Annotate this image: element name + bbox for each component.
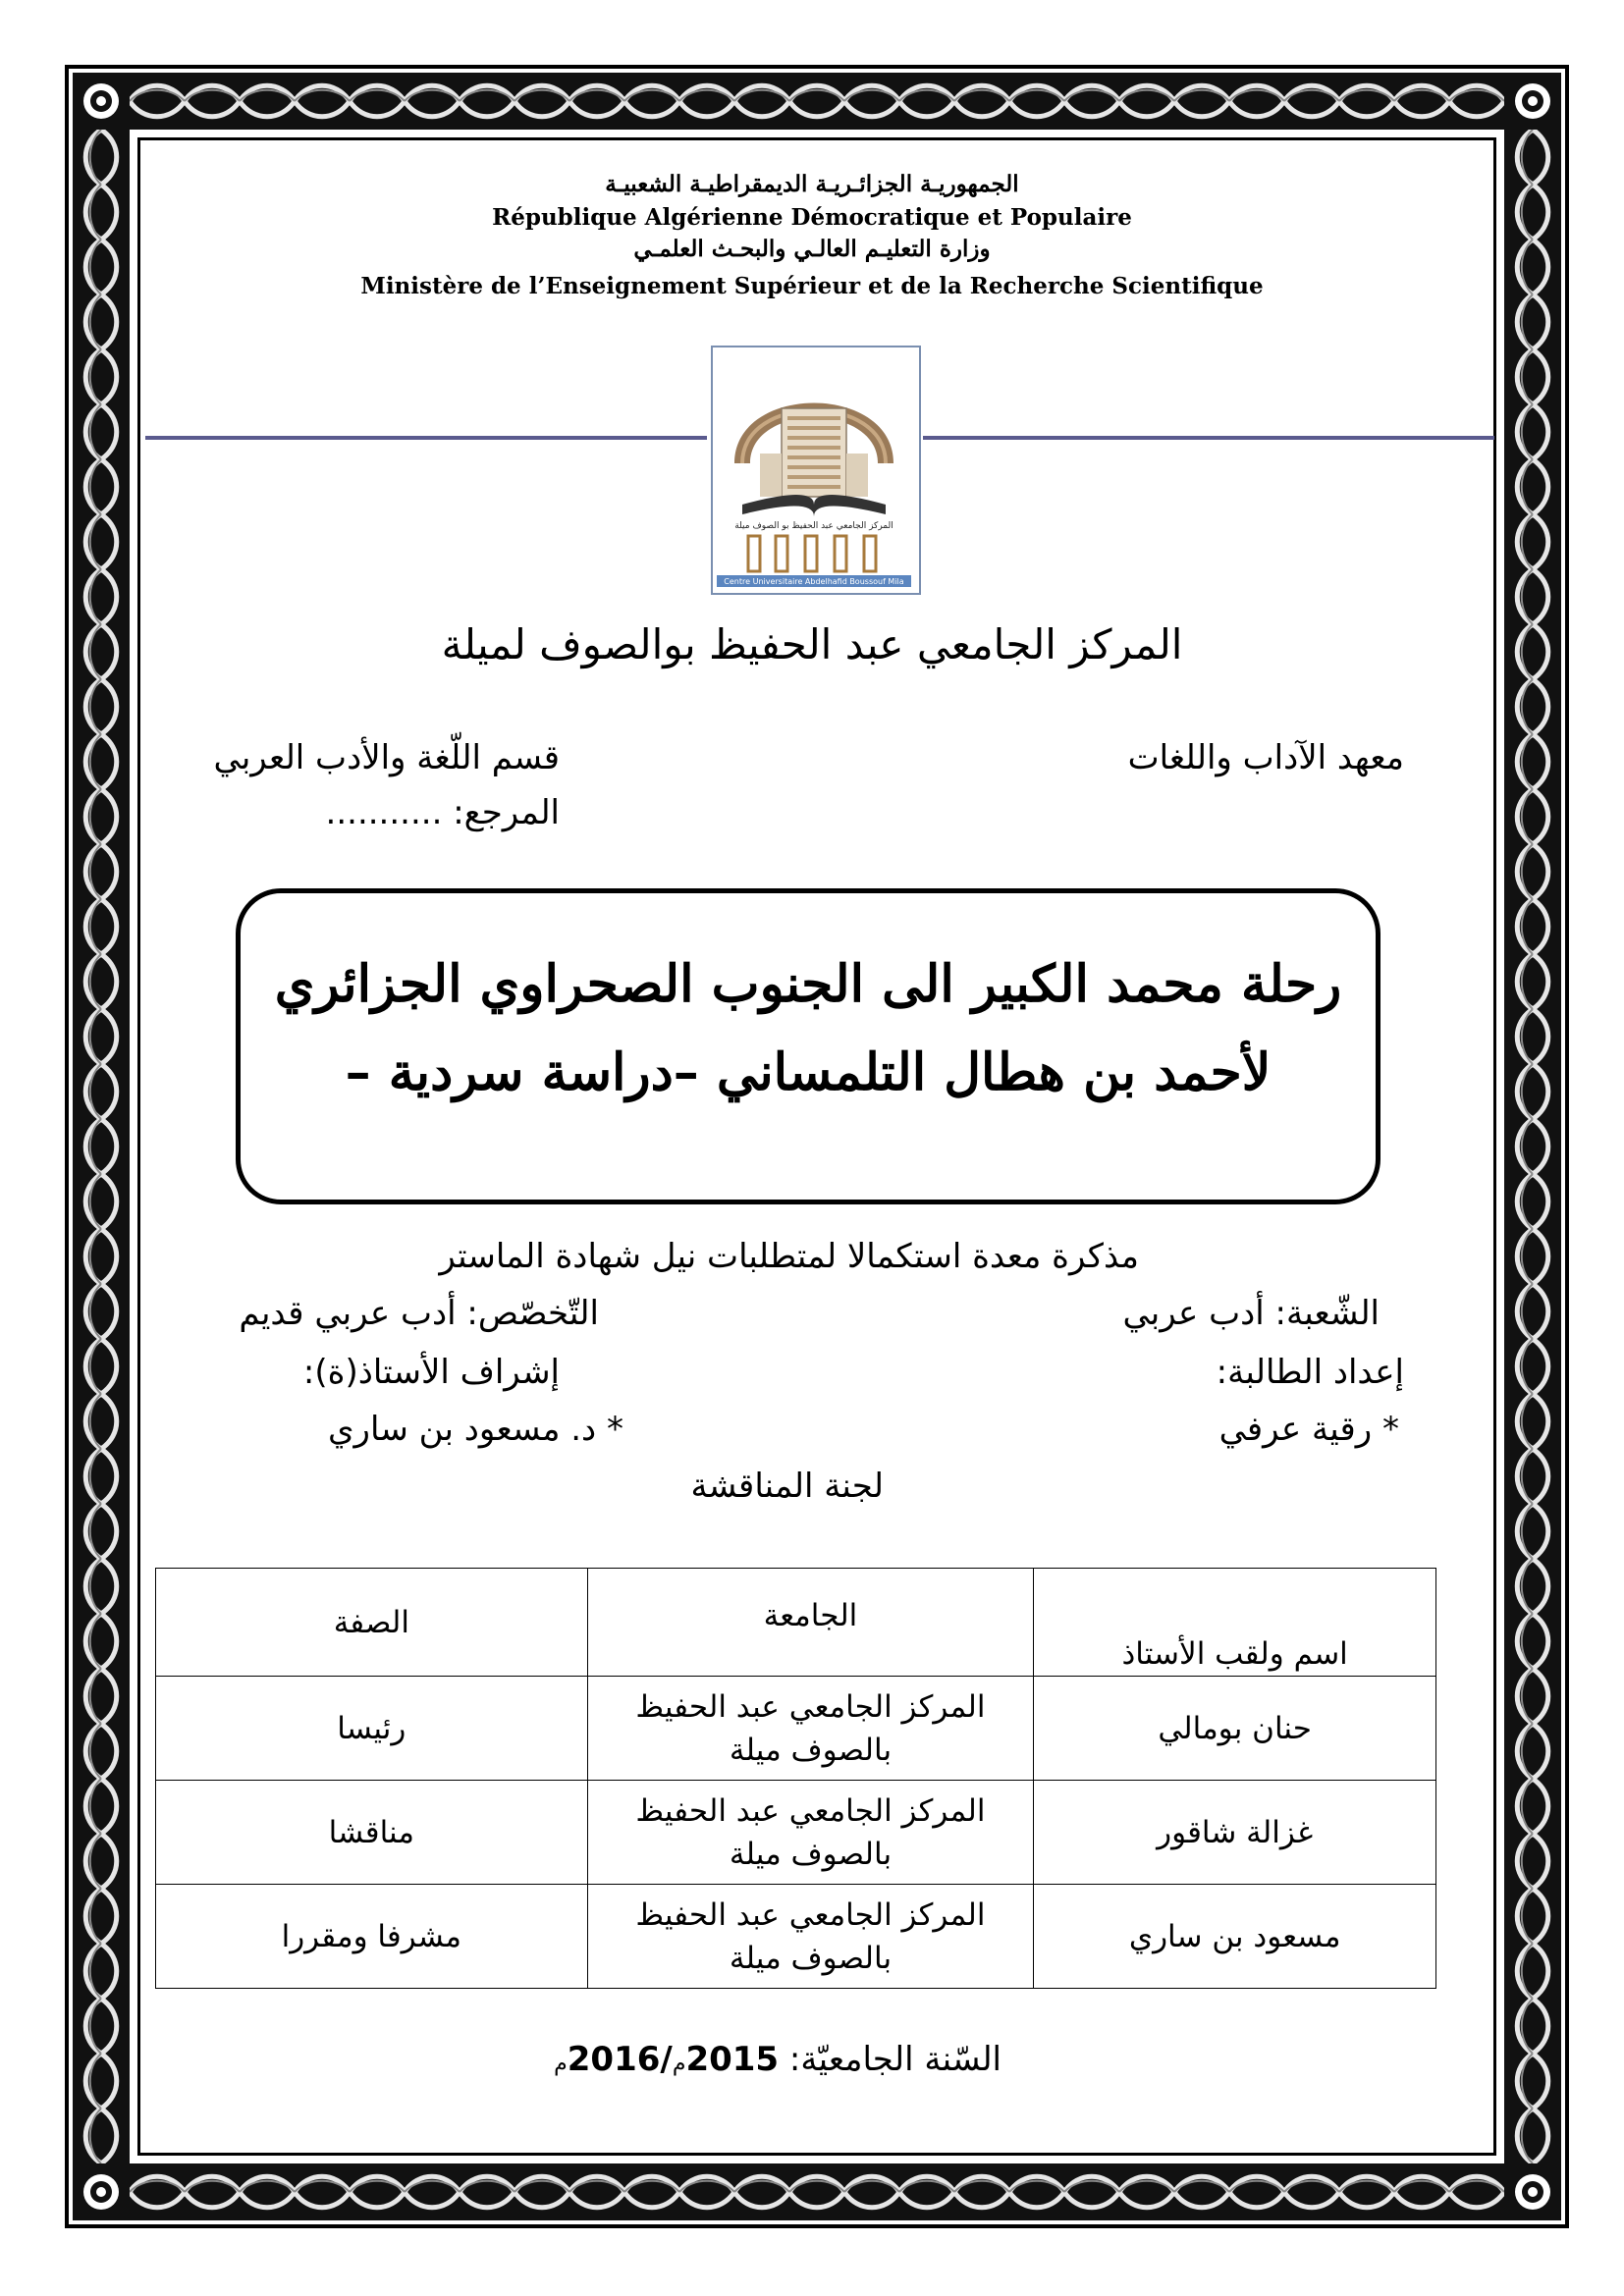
reference-label: المرجع: ...........	[325, 793, 560, 832]
header-university: الجامعة	[587, 1569, 1034, 1677]
university-logo	[711, 346, 921, 595]
jury-name: غزالة شاقور	[1034, 1781, 1436, 1885]
table-row	[156, 1677, 1436, 1781]
memo-statement: مذكرة معدة استكمالا لمتطلبات نيل شهادة الماستر	[439, 1237, 1139, 1276]
jury-university	[587, 1885, 1034, 1989]
frame-corner-top-left	[73, 73, 130, 130]
academic-year-label: السّنة الجامعيّة:	[788, 2040, 1001, 2079]
jury-university	[587, 1781, 1034, 1885]
committee-title: لجنة المناقشة	[690, 1467, 884, 1506]
frame-corner-bottom-left	[73, 2163, 130, 2220]
jury-university	[587, 1677, 1034, 1781]
frame-corner-bottom-right	[1504, 2163, 1561, 2220]
frame-chain-right	[1504, 130, 1561, 2163]
academic-year-end: 2016	[567, 2040, 661, 2079]
header-republic-ar: الجمهوريـة الجزائـريـة الديمقراطيـة الشعبيـة	[605, 171, 1019, 197]
jury-role: مناقشا	[156, 1781, 588, 1885]
frame-chain-left	[73, 130, 130, 2163]
academic-year-start: 2015	[685, 2040, 780, 2079]
table-row	[156, 1781, 1436, 1885]
frame-chain-bottom	[130, 2163, 1504, 2220]
jury-name: حنان بومالي	[1034, 1677, 1436, 1781]
academic-year	[393, 2040, 1001, 2079]
table-row	[156, 1885, 1436, 1989]
institution-name: المركز الجامعي عبد الحفيظ بوالصوف لميلة	[441, 620, 1183, 668]
header-role: الصفة	[156, 1569, 588, 1677]
specialty-label: التّخصّص: أدب عربي قديم	[239, 1294, 599, 1333]
header-professor: اسم ولقب الأستاذ	[1034, 1569, 1436, 1677]
logo-caption-fr: Centre Universitaire Abdelhafid Boussouf Mila	[724, 577, 904, 586]
jury-university-line-1: المركز الجامعي عبد الحفيظ	[635, 1896, 986, 1933]
prepared-by-label: إعداد الطالبة:	[1216, 1353, 1404, 1392]
institute-label: معهد الآداب واللغات	[1127, 738, 1404, 777]
logo-caption-ar: المركز الجامعي عبد الحفيظ بو الصوف ميلة	[734, 521, 893, 531]
jury-university-line-2: بالصوف ميلة	[729, 1732, 893, 1768]
header-rule-left	[145, 436, 707, 440]
jury-university-line-1: المركز الجامعي عبد الحفيظ	[635, 1792, 986, 1829]
jury-table	[155, 1568, 1436, 1989]
header-ministry-ar: وزارة التعليـم العالـي والبحـث العلمـي	[633, 236, 991, 262]
supervisor-name: * د. مسعود بن ساري	[327, 1410, 623, 1449]
logo-building-icon	[713, 347, 915, 589]
frame-corner-top-right	[1504, 73, 1561, 130]
header-republic-fr: République Algérienne Démocratique et Populaire	[492, 204, 1132, 231]
academic-year-end-suffix: م	[554, 2052, 568, 2076]
jury-role: رئيسا	[156, 1677, 588, 1781]
jury-name: مسعود بن ساري	[1034, 1885, 1436, 1989]
header-rule-right	[923, 436, 1494, 440]
header-ministry-fr: Ministère de l’Enseignement Supérieur et de la Recherche Scientifique	[360, 273, 1264, 299]
jury-university-line-2: بالصوف ميلة	[729, 1836, 893, 1872]
supervisor-label: إشراف الأستاذ(ة):	[302, 1353, 560, 1392]
thesis-title-box	[236, 888, 1380, 1204]
department-label: قسم اللّغة والأدب العربي	[213, 738, 560, 777]
thesis-title-line-2: لأحمد بن هطال التلمساني –دراسة سردية –	[345, 1042, 1272, 1102]
thesis-title-line-1: رحلة محمد الكبير الى الجنوب الصحراوي الجزائري	[274, 954, 1342, 1014]
academic-year-separator: /	[660, 2040, 673, 2079]
branch-label: الشّعبة: أدب عربي	[1122, 1294, 1380, 1333]
frame-chain-top	[130, 73, 1504, 130]
academic-year-start-suffix: م	[672, 2052, 686, 2076]
student-name: * رقية عرفي	[1218, 1410, 1399, 1449]
jury-university-line-2: بالصوف ميلة	[729, 1940, 893, 1976]
jury-role: مشرفا ومقررا	[156, 1885, 588, 1989]
jury-university-line-1: المركز الجامعي عبد الحفيظ	[635, 1688, 986, 1725]
table-header-row	[156, 1569, 1436, 1677]
